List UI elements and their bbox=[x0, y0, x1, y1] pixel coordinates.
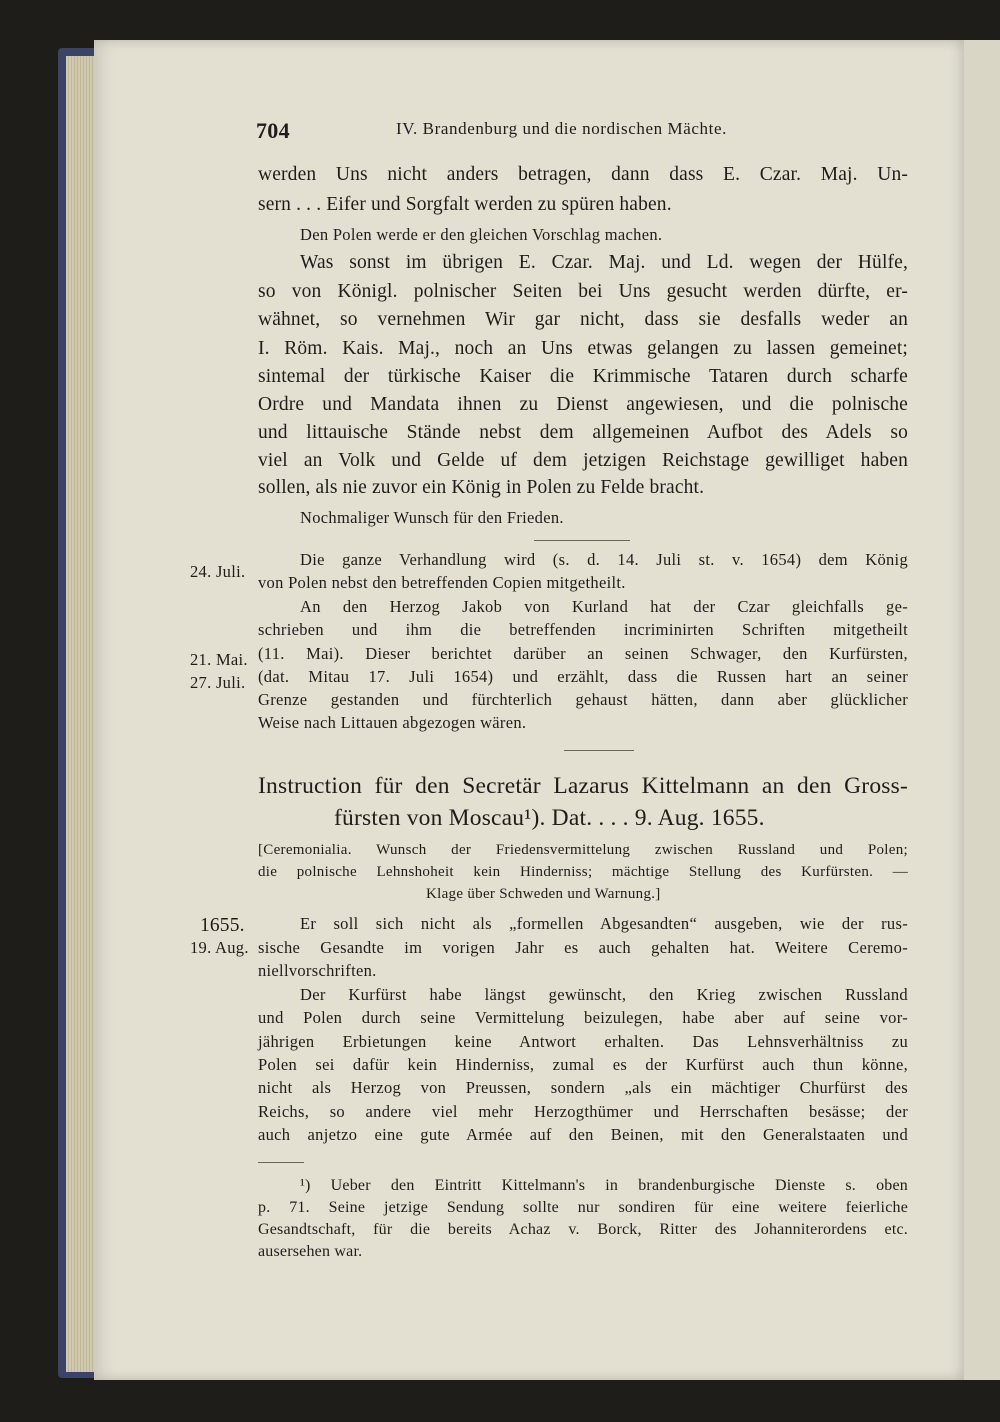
text-line: viel an Volk und Gelde uf dem jetzigen Reichstage gewilliget haben bbox=[258, 450, 908, 471]
section-summary: Klage über Schweden und Warnung.] bbox=[426, 886, 661, 902]
text-line: sintemal der türkische Kaiser die Krimmische Tataren durch scharfe bbox=[258, 366, 908, 387]
text-line: Die ganze Verhandlung wird (s. d. 14. Juli st. v. 1654) dem König bbox=[300, 550, 908, 569]
text-line: Er soll sich nicht als „formellen Abgesandten“ ausgeben, wie der rus- bbox=[300, 914, 908, 933]
footnote-line: Gesandtschaft, für die bereits Achaz v. Borck, Ritter des Johanniterordens etc. bbox=[258, 1221, 908, 1238]
text-line: sollen, als nie zuvor ein König in Polen zu Felde bracht. bbox=[258, 477, 705, 498]
text-line: von Polen nebst den betreffenden Copien mitgetheilt. bbox=[258, 573, 626, 592]
text-line: jährigen Erbietungen keine Antwort erhalten. Das Lehnsverhältniss zu bbox=[258, 1032, 908, 1051]
footnote-rule bbox=[258, 1162, 304, 1163]
summary-line: Den Polen werde er den gleichen Vorschlag machen. bbox=[300, 225, 663, 244]
section-summary: [Ceremonialia. Wunsch der Friedensvermittelung zwischen Russland und Polen; bbox=[258, 842, 908, 858]
text-line: sische Gesandte im vorigen Jahr es auch gehalten hat. Weitere Ceremo- bbox=[258, 938, 908, 957]
running-title: IV. Brandenburg und die nordischen Mächte. bbox=[396, 119, 727, 138]
text-line: Was sonst im übrigen E. Czar. Maj. und Ld. wegen der Hülfe, bbox=[300, 252, 908, 273]
text-line: nicht als Herzog von Preussen, sondern „als ein mächtiger Churfürst des bbox=[258, 1078, 908, 1097]
text-line: niellvorschriften. bbox=[258, 961, 377, 980]
text-line: sern . . . Eifer und Sorgfalt werden zu spüren haben. bbox=[258, 194, 672, 215]
text-line: Reichs, so andere viel mehr Herzogthümer und Herrschaften besässe; der bbox=[258, 1102, 908, 1121]
text-line: wähnet, so vernehmen Wir gar nicht, dass sie desfalls weder an bbox=[258, 309, 908, 330]
text-line: schrieben und ihm die betreffenden incriminirten Schriften mitgetheilt bbox=[258, 620, 908, 639]
separator-rule bbox=[534, 540, 630, 541]
margin-note: 1655. bbox=[200, 915, 245, 936]
text-line: und Polen durch seine Vermittelung beizulegen, habe aber auf seine vor- bbox=[258, 1008, 908, 1027]
separator-rule bbox=[564, 750, 634, 751]
text-line: und littauische Stände nebst dem allgemeinen Aufbot des Adels so bbox=[258, 422, 908, 443]
margin-note: 24. Juli. bbox=[190, 562, 246, 581]
margin-note: 19. Aug. bbox=[190, 938, 249, 957]
text-line: Ordre und Mandata ihnen zu Dienst angewiesen, und die polnische bbox=[258, 394, 908, 415]
footnote-line: ¹) Ueber den Eintritt Kittelmann's in brandenburgische Dienste s. oben bbox=[300, 1177, 908, 1194]
text-line: Der Kurfürst habe längst gewünscht, den Krieg zwischen Russland bbox=[300, 985, 908, 1004]
text-line: so von Königl. polnischer Seiten bei Uns gesucht werden dürfte, er- bbox=[258, 281, 908, 302]
text-line: (11. Mai). Dieser berichtet darüber an seinen Schwager, den Kurfürsten, bbox=[258, 644, 908, 663]
margin-note: 27. Juli. bbox=[190, 673, 246, 692]
text-line: werden Uns nicht anders betragen, dann dass E. Czar. Maj. Un- bbox=[258, 164, 908, 185]
text-line: Polen sei dafür kein Hinderniss, zumal es der Kurfürst auch thun könne, bbox=[258, 1055, 908, 1074]
section-summary: die polnische Lehnshoheit kein Hinderniss; mächtige Stellung des Kurfürsten. — bbox=[258, 864, 908, 880]
text-line: Grenze gestanden und fürchterlich gehaust hätten, dann aber glücklicher bbox=[258, 690, 908, 709]
section-heading: Instruction für den Secretär Lazarus Kittelmann an den Gross- bbox=[258, 773, 908, 799]
facing-page-edge bbox=[962, 40, 1000, 1380]
margin-note: 21. Mai. bbox=[190, 650, 248, 669]
text-line: auch anjetzo eine gute Armée auf den Beinen, mit den Generalstaaten und bbox=[258, 1125, 908, 1144]
book-page bbox=[94, 40, 964, 1380]
text-line: I. Röm. Kais. Maj., noch an Uns etwas gelangen zu lassen gemeinet; bbox=[258, 338, 908, 359]
summary-line: Nochmaliger Wunsch für den Frieden. bbox=[300, 508, 564, 527]
page-edges bbox=[66, 56, 96, 1372]
text-line: (dat. Mitau 17. Juli 1654) und erzählt, dass die Russen hart an seiner bbox=[258, 667, 908, 686]
text-line: An den Herzog Jakob von Kurland hat der Czar gleichfalls ge- bbox=[300, 597, 908, 616]
text-line: Weise nach Littauen abgezogen wären. bbox=[258, 713, 527, 732]
page-number: 704 bbox=[256, 118, 290, 143]
footnote-line: p. 71. Seine jetzige Sendung sollte nur sondiren für eine weitere feierliche bbox=[258, 1199, 908, 1216]
section-heading: fürsten von Moscau¹). Dat. . . . 9. Aug. 1655. bbox=[334, 805, 765, 831]
footnote-line: ausersehen war. bbox=[258, 1243, 363, 1260]
